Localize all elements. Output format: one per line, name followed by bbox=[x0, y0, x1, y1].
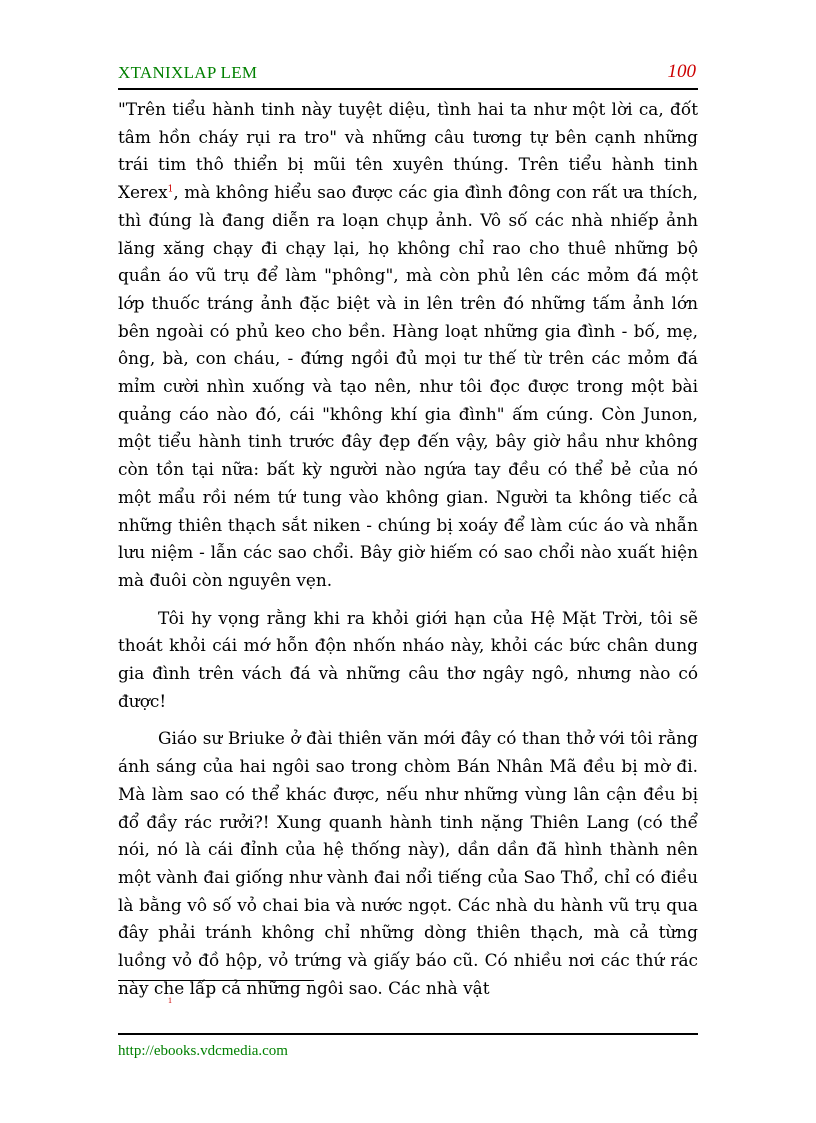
paragraph-2: Tôi hy vọng rằng khi ra khỏi giới hạn của Hệ Mặt Trời, tôi sẽ thoát khỏi cái mớ hỗn độn nhốn nháo này, khỏi các bức chân dung gia đình trên vách đá và những câu thơ ngây ngô, nhưng nào có được! bbox=[118, 607, 698, 711]
paragraph-1-text-b: , mà không hiểu sao được các gia đình đông con rất ưa thích, thì đúng là đang diễn ra loạn chụp ảnh. Vô số các nhà nhiếp ảnh lăng xăng chạy đi chạy lại, họ không chỉ rao cho thuê những bộ quần áo vũ trụ để làm "phông", mà còn phủ lên các mỏm đá một lớp thuốc tráng ảnh đặc biệt và in lên trên đó những tấm ảnh lớn bên ngoài có phủ keo cho bền. Hàng loạt những gia đình - bố, mẹ, ông, bà, con cháu, - đứng ngồi đủ mọi tư thế từ trên các mỏm đá mỉm cười nhìn xuống và tạo nên, như tôi đọc được trong một bài quảng cáo nào đó, cái "không khí gia đình" ấm cúng. Còn Junon, một tiểu hành tinh trước đây đẹp đến vậy, bây giờ hầu như không còn tồn tại nữa: bất kỳ người nào ngứa tay đều có thể bẻ của nó một mẩu rồi ném tứ tung vào không gian. Người ta không tiếc cả những thiên thạch sắt niken - chúng bị xoáy để làm cúc áo và nhẫn lưu niệm - lẫn các sao chổi. Bây giờ hiếm có sao chổi nào xuất hiện mà đuôi còn nguyên vẹn. bbox=[118, 182, 698, 590]
footnote-mark: 1 bbox=[168, 996, 172, 1005]
footnote-reference[interactable]: 1 bbox=[167, 184, 174, 195]
body-text bbox=[118, 96, 698, 1013]
footnote-divider bbox=[118, 980, 314, 981]
book-title: XTANIXLAP LEM bbox=[118, 63, 258, 82]
footer-divider bbox=[118, 1033, 698, 1035]
paragraph-3: Giáo sư Briuke ở đài thiên văn mới đây có than thở với tôi rằng ánh sáng của hai ngôi sao trong chòm Bán Nhân Mã đều bị mờ đi. Mà làm sao có thể khác được, nếu như những vùng lân cận đều bị đổ đầy rác rưởi?! Xung quanh hành tinh nặng Thiên Lang (có thể nói, nó là cái đỉnh của hệ thống này), dần dần đã hình thành nên một vành đai giống như vành đai nổi tiếng của Sao Thổ, chỉ có điều là bằng vô số vỏ chai bia và nước ngọt. Các nhà du hành vũ trụ qua đây phải tránh không chỉ những dòng thiên thạch, mà cả từng luồng vỏ đồ hộp, vỏ trứng và giấy báo cũ. Có nhiều nơi các thứ rác này che lấp cả những ngôi sao. Các nhà vật bbox=[118, 728, 698, 998]
page-header bbox=[118, 58, 698, 90]
footer-link[interactable]: http://ebooks.vdcmedia.com bbox=[118, 1043, 288, 1059]
paragraph-1-text-a: "Trên tiểu hành tinh này tuyệt diệu, tình hai ta như một lời ca, đốt tâm hồn cháy rụi ra tro" và những câu tương tự bên cạnh những trái tim thô thiển bị mũi tên xuyên thúng. Trên tiểu hành tinh Xerex bbox=[118, 99, 698, 203]
paragraph-1 bbox=[118, 96, 698, 595]
page-number: 100 bbox=[667, 61, 696, 82]
